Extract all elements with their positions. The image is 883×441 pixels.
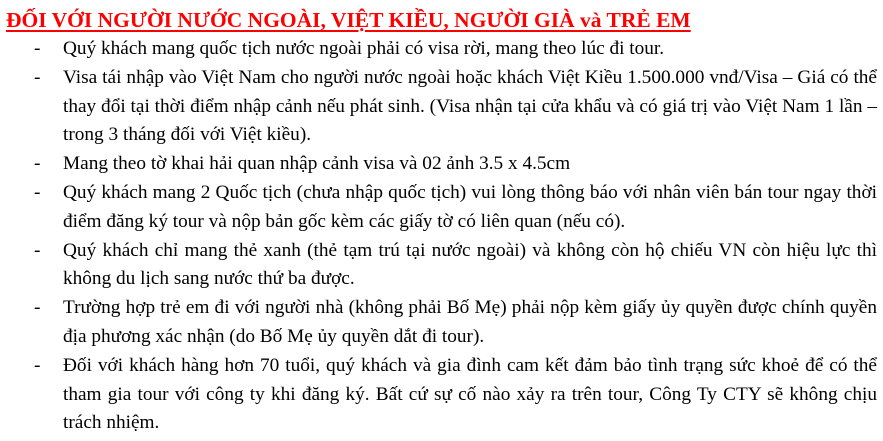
list-item bbox=[6, 64, 877, 150]
bullet-dash: - bbox=[34, 66, 41, 88]
list-item-text: Đối với khách hàng hơn 70 tuổi, quý khách và gia đình cam kết đảm bảo tình trạng sức khoẻ để có thể tham gia tour với công ty khi đăng ký. Bất cứ sự cố nào xảy ra trên tour, Công Ty CTY sẽ không chịu trách nhiệm. bbox=[63, 354, 877, 434]
list-item-text: Visa tái nhập vào Việt Nam cho người nước ngoài hoặc khách Việt Kiều 1.500.000 vnđ/Visa – Giá có thể thay đổi tại thời điểm nhập cảnh nếu phát sinh. (Visa nhận tại cửa khẩu và có giá trị vào Việt Nam 1 lần – trong 3 tháng đối với Việt kiều). bbox=[63, 66, 877, 146]
list-item bbox=[6, 294, 877, 352]
bullet-dash: - bbox=[34, 297, 41, 319]
list-item bbox=[6, 179, 877, 237]
heading-conjunction: và bbox=[580, 8, 602, 32]
list-item bbox=[6, 237, 877, 295]
list-item-text: Mang theo tờ khai hải quan nhập cảnh visa và 02 ảnh 3.5 x 4.5cm bbox=[63, 153, 571, 175]
bullet-dash: - bbox=[34, 239, 41, 261]
list-item-text: Quý khách chỉ mang thẻ xanh (thẻ tạm trú tại nước ngoài) và không còn hộ chiếu VN còn hiệu lực thì không du lịch sang nước thứ ba được. bbox=[63, 239, 877, 290]
list-item-text: Quý khách mang quốc tịch nước ngoài phải có visa rời, mang theo lúc đi tour. bbox=[63, 38, 665, 59]
bullet-dash: - bbox=[34, 38, 41, 59]
bullet-dash: - bbox=[34, 354, 41, 376]
list-item-text: Trường hợp trẻ em đi với người nhà (không phải Bố Mẹ) phải nộp kèm giấy ủy quyền được chính quyền địa phương xác nhận (do Bố Mẹ ủy quyền dắt đi tour). bbox=[63, 297, 877, 347]
section-heading bbox=[6, 6, 877, 34]
heading-main: ĐỐI VỚI NGƯỜI NƯỚC NGOÀI, VIỆT KIỀU, NGƯỜI GIÀ bbox=[6, 8, 581, 32]
bullet-dash: - bbox=[34, 181, 41, 203]
bullet-dash: - bbox=[34, 153, 41, 175]
list-item bbox=[6, 150, 877, 179]
list-item bbox=[6, 35, 877, 64]
list-item bbox=[6, 352, 877, 438]
list-item-text: Quý khách mang 2 Quốc tịch (chưa nhập quốc tịch) vui lòng thông báo với nhân viên bán tour ngay thời điểm đăng ký tour và nộp bản gốc kèm các giấy tờ có liên quan (nếu có). bbox=[63, 181, 877, 232]
heading-tail: TRẺ EM bbox=[601, 8, 691, 32]
requirements-list bbox=[6, 35, 877, 438]
